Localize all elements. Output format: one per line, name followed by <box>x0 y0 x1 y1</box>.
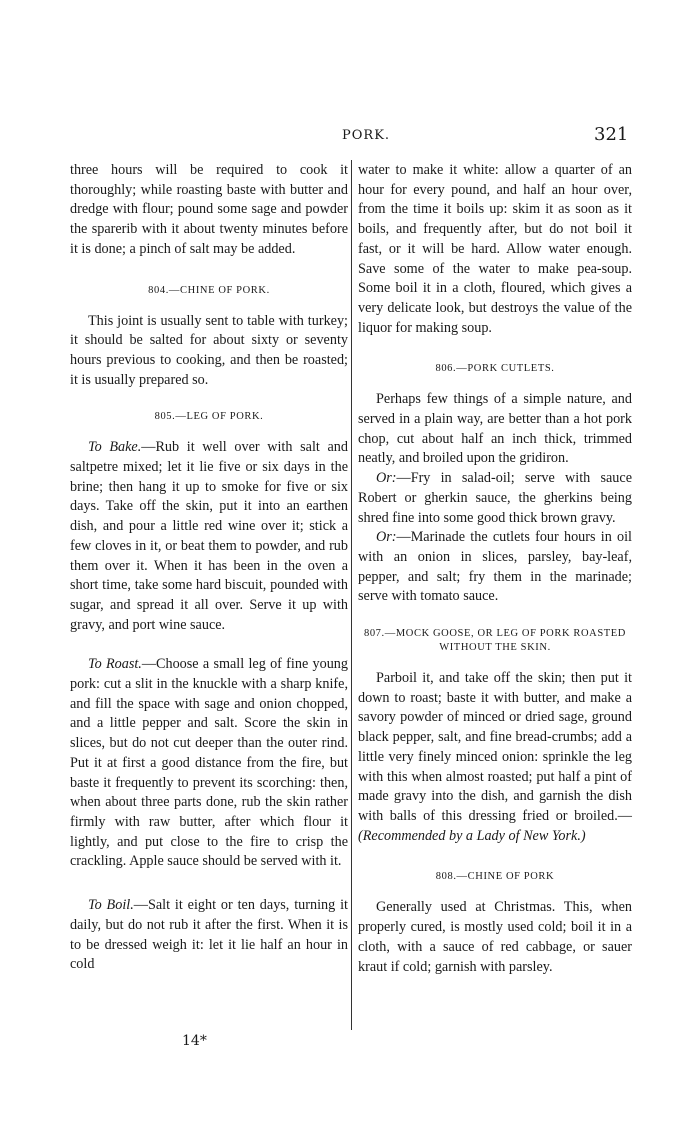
recipe-text-806-or1 <box>358 469 632 528</box>
or-label: Or: <box>376 529 397 546</box>
recipe-heading-807: 807.—MOCK GOOSE, OR LEG OF PORK ROASTED WITHOUT THE SKIN. <box>363 628 626 654</box>
recipe-text-806: Perhaps few things of a simple nature, and served in a plain way, are better than a hot pork chop, cut about half an inch thick, trimmed neatly, and broiled upon the gridiron. <box>358 391 632 467</box>
boil-label: To Boil. <box>88 897 134 914</box>
recipe-text-805-boil <box>70 896 348 975</box>
left-column <box>70 161 348 975</box>
roast-label: To Roast. <box>88 656 142 673</box>
or-text: —Marinade the cutlets four hours in oil with an onion in slices, parsley, bay-leaf, pepper, and salt; fry them in the marinade; serve with tomato sauce. <box>358 529 632 605</box>
recipe-text-807 <box>358 669 632 846</box>
recipe-heading-805: 805.—LEG OF PORK. <box>154 411 264 423</box>
continuation-paragraph: three hours will be required to cook it thoroughly; while roasting baste with butter and dredge with flour; pound some sage and powder the sparerib with it about twenty minutes before it is done; a pinch of salt may be added. <box>70 162 348 257</box>
boil-text: —Salt it eight or ten days, turning it daily, but do not rub it after the first. When it is to be dressed weigh it: let it lie half an hour in cold <box>70 897 348 973</box>
recipe-heading-806: 806.—PORK CUTLETS. <box>435 363 555 375</box>
recipe-text-808: Generally used at Christmas. This, when properly cured, is mostly used cold; boil it in a cloth, with a sauce of red cabbage, or sauer kraut if cold; garnish with parsley. <box>358 899 632 975</box>
recipe-credit: (Recommended by a Lady of New York.) <box>358 827 586 844</box>
or-label: Or: <box>376 470 397 487</box>
recipe-heading-804: 804.—CHINE OF PORK. <box>148 284 270 296</box>
recipe-text-806-or2 <box>358 528 632 607</box>
recipe-body: Parboil it, and take off the skin; then put it down to roast; baste it with butter, and make a savory powder of minced or dried sage, ground black pepper, salt, and fine bread-crumbs; add a little very finely minced onion: sprinkle the leg with this when almost roasted; put half a pint of made gravy into the dish, and garnish the dish with balls of this dressing fried or broiled.— <box>358 670 632 824</box>
right-column <box>358 161 632 977</box>
recipe-text-804: This joint is usually sent to table with turkey; it should be salted for about sixty or seventy hours previous to cooking, and then be roasted; it is usually prepared so. <box>70 312 348 388</box>
running-head: PORK. <box>342 128 391 143</box>
or-text: —Fry in salad-oil; serve with sauce Robert or gherkin sauce, the gherkins being shred fine into some good thick brown gravy. <box>358 470 632 526</box>
bake-text: —Rub it well over with salt and saltpetre mixed; let it lie five or six days in the brine; then hang it up to smoke for five or six days. Take off the skin, put it into an earthen dish, and pour a little red wine over it; stick a few cloves in it, or beat them to powder, and rub them over it. When it has been in the oven a short time, take some hard biscuit, pounded with sugar, and spread it all over. Serve it up with gravy, and port wine sauce. <box>70 439 348 633</box>
page-number: 321 <box>594 124 629 145</box>
recipe-text-805-bake <box>70 438 348 635</box>
roast-text: —Choose a small leg of fine young pork: cut a slit in the knuckle with a sharp knife, and fill the space with sage and onion chopped, and a little pepper and salt. Score the skin in slices, but do not cut deeper than the outer rind. Put it at first a good distance from the fire, but baste it frequently to prevent its scorching: then, when about three parts done, rub the skin rather firmly with raw butter, after which flour it lightly, and put close to the fire to crisp the crackling. Apple sauce should be served with it. <box>70 656 348 870</box>
recipe-text-805-roast <box>70 655 348 872</box>
recipe-heading-808: 808.—CHINE OF PORK <box>435 871 555 883</box>
column-divider <box>351 160 352 1030</box>
bake-label: To Bake. <box>88 439 142 456</box>
signature-mark: 14* <box>182 1033 207 1049</box>
continuation-paragraph: water to make it white: allow a quarter of an hour for every pound, and half an hour over, from the time it boils up: skim it as soon as it boils, and frequently after, but do not boil it fast, or it will be hard. Allow water enough. Save some of the water to make pea-soup. Some boil it in a cloth, floured, which gives a very delicate look, but destroys the value of the liquor for making soup. <box>358 162 632 336</box>
